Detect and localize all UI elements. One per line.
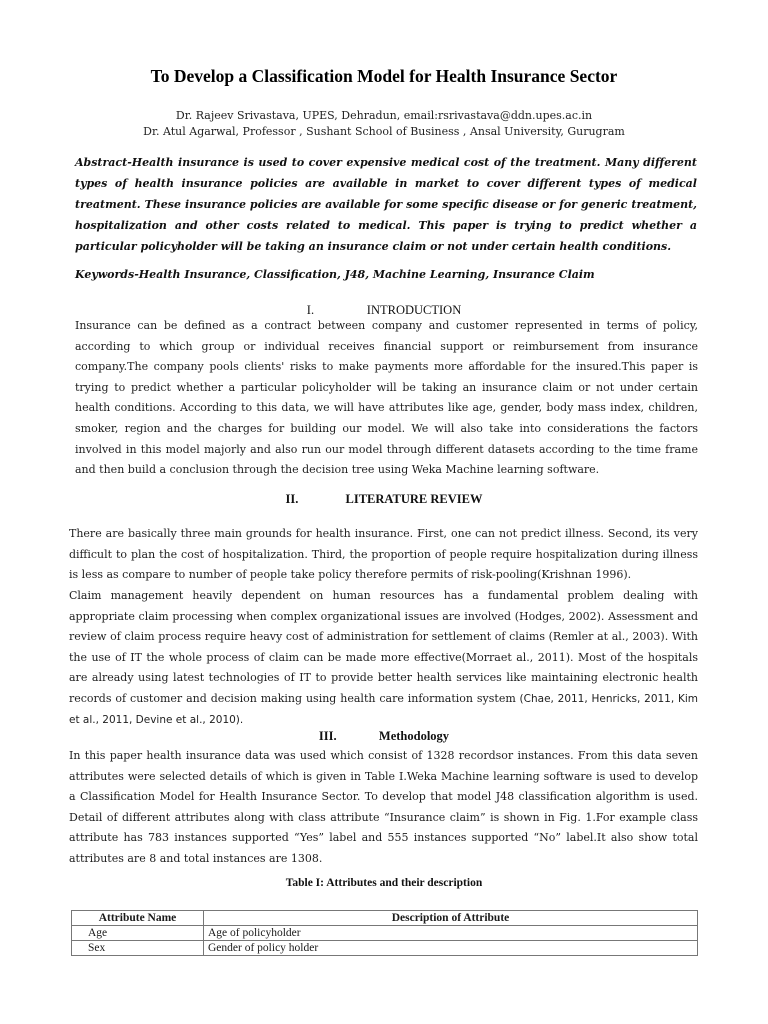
paper-title: To Develop a Classification Model for Health Insurance Sector — [150, 66, 618, 86]
literature-citations: (Chae, 2011, Henricks, 2011, Kim et al., 2011, Devine et al., 2010). — [69, 692, 698, 726]
introduction-paragraph: Insurance can be defined as a contract between company and customer represented in terms of policy, according to which group or individual receives financial support or reimbursement from insurance company.The company pools clients' risks to make payments more affordable for the insured.This paper is trying to predict whether a particular policyholder will be taking an insurance claim or not under certain health conditions. According to this data, we will have attributes like age, gender, body mass index, children, smoker, region and the charges for building our model. We will also take into considerations the factors involved in this model majorly and also run our model through different datasets according to the time frame and then build a conclusion through the decision tree using Weka Machine learning software. — [75, 319, 698, 477]
table-cell-attribute-name: Sex — [72, 941, 204, 956]
table-header-cell: Attribute Name — [72, 911, 204, 926]
literature-paragraph-2-text: Claim management heavily dependent on human resources has a fundamental problem dealing with appropriate claim processing when complex organizational issues are involved (Hodges, 2002). Assessment and review of claim process require heavy cost of administration for settlement of claims (Remler at al., 2003). With the use of IT the whole process of claim can be made more effective(Morraet al., 2011). Most of the hospitals are already using latest technologies of IT to provide better health services like maintaining electronic health records of customer and decision making using health care information system — [69, 589, 698, 705]
table-header-cell: Description of Attribute — [204, 911, 698, 926]
table-row — [72, 941, 698, 956]
methodology-paragraph: In this paper health insurance data was used which consist of 1328 recordsor instances. From this data seven attributes were selected details of which is given in Table I.Weka Machine learning software is used to develop a Classification Model for Health Insurance Sector. To develop that model J48 classification algorithm is used. Detail of different attributes along with class attribute “Insurance claim” is shown in Fig. 1.For example class attribute has 783 instances supported “Yes” label and 555 instances supported “No” label.It also show total attributes are 8 and total instances are 1308. — [69, 749, 698, 865]
table-header-row — [72, 911, 698, 926]
table-cell-description: Age of policyholder — [204, 926, 698, 941]
table-row — [72, 926, 698, 941]
table-cell-attribute-name: Age — [72, 926, 204, 941]
section-heading-literature-review — [0, 492, 768, 507]
table-cell-description: Gender of policy holder — [204, 941, 698, 956]
keywords: Keywords-Health Insurance, Classification, J48, Machine Learning, Insurance Claim — [75, 268, 595, 281]
section-number: III. — [318, 729, 337, 743]
section-number: I. — [306, 303, 315, 317]
section-title: Methodology — [378, 729, 450, 743]
section-title: LITERATURE REVIEW — [345, 492, 483, 506]
author-line-1: Dr. Rajeev Srivastava, UPES, Dehradun, email:rsrivastava@ddn.upes.ac.in — [175, 109, 593, 122]
author-line-2: Dr. Atul Agarwal, Professor , Sushant School of Business , Ansal University, Gurugram — [143, 125, 625, 138]
author-block — [0, 108, 768, 140]
section-title: INTRODUCTION — [366, 303, 462, 317]
attributes-table — [71, 910, 698, 956]
abstract: Abstract-Health insurance is used to cover expensive medical cost of the treatment. Many different types of health insurance policies are available in market to cover different types of medical treatment. These insurance policies are available for some specific disease or for generic treatment, hospitalization and other costs related to medical. This paper is trying to predict whether a particular policyholder will be taking an insurance claim or not under certain health conditions. — [75, 156, 697, 253]
section-number: II. — [285, 492, 299, 506]
literature-paragraph-2 — [69, 586, 698, 730]
literature-paragraph-1: There are basically three main grounds for health insurance. First, one can not predict illness. Second, its very difficult to plan the cost of hospitalization. Third, the proportion of people require hospitalization during illness is less as compare to number of people take policy therefore permits of risk-pooling(Krishnan 1996). — [69, 527, 698, 582]
section-heading-methodology — [0, 729, 768, 744]
table-caption: Table I: Attributes and their description — [285, 877, 483, 889]
